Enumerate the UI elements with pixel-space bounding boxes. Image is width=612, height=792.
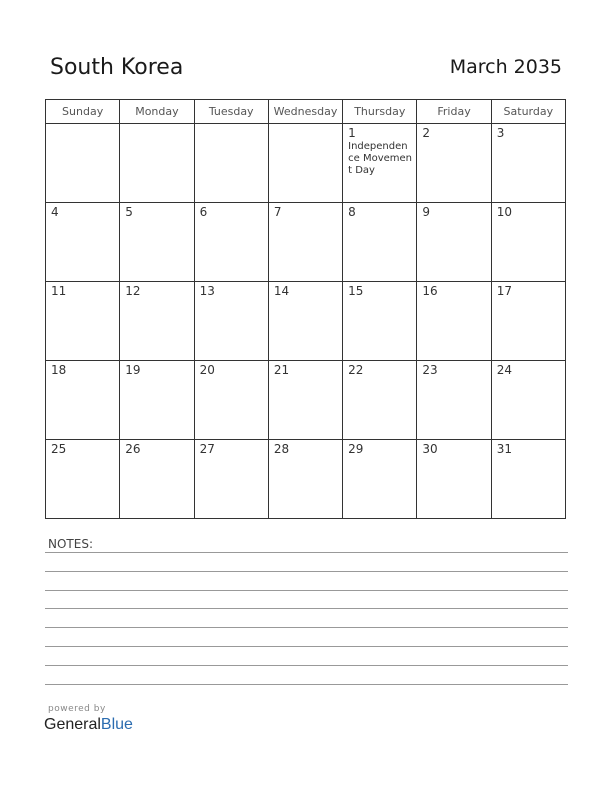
day-number: 7 xyxy=(273,205,282,219)
day-number: 8 xyxy=(348,205,356,219)
week-row xyxy=(46,440,566,519)
day-cell xyxy=(194,203,268,282)
notes-line xyxy=(45,571,568,572)
notes-line xyxy=(45,552,568,553)
weekday-header: Sunday xyxy=(46,100,120,124)
day-cell xyxy=(194,282,268,361)
day-number: 19 xyxy=(125,363,141,377)
day-cell xyxy=(491,282,565,361)
day-cell xyxy=(491,124,565,203)
day-number: 4 xyxy=(51,205,59,219)
brand-logo xyxy=(44,716,133,734)
day-cell xyxy=(268,440,342,519)
weekday-header: Wednesday xyxy=(268,100,342,124)
day-number: 9 xyxy=(422,205,431,219)
day-number: 2 xyxy=(422,126,431,140)
day-cell xyxy=(343,440,417,519)
holiday-label: Independence Movement Day xyxy=(348,141,413,176)
weekday-header: Thursday xyxy=(343,100,417,124)
day-number: 26 xyxy=(125,442,141,456)
day-cell xyxy=(491,361,565,440)
day-cell xyxy=(417,440,491,519)
day-number: 21 xyxy=(273,363,290,377)
weekday-header: Monday xyxy=(120,100,194,124)
day-cell xyxy=(343,203,417,282)
day-cell xyxy=(46,282,120,361)
notes-line xyxy=(45,627,568,628)
day-number: 3 xyxy=(496,126,505,140)
day-cell xyxy=(417,124,491,203)
day-number: 18 xyxy=(51,363,67,377)
day-cell xyxy=(417,203,491,282)
brand-logo-blue: Blue xyxy=(100,716,133,733)
notes-line xyxy=(45,684,568,685)
day-cell xyxy=(120,440,194,519)
day-number: 20 xyxy=(199,363,215,377)
brand-logo-general: General xyxy=(44,716,101,733)
day-number: 16 xyxy=(422,284,438,298)
day-cell xyxy=(268,124,342,203)
calendar-grid xyxy=(45,99,566,519)
day-number: 25 xyxy=(51,442,67,456)
day-cell xyxy=(417,282,491,361)
day-cell xyxy=(46,203,120,282)
weekday-header: Tuesday xyxy=(194,100,268,124)
weekday-header: Saturday xyxy=(491,100,565,124)
notes-line xyxy=(45,665,568,666)
notes-line xyxy=(45,608,568,609)
notes-label: NOTES: xyxy=(48,537,93,551)
day-cell xyxy=(120,361,194,440)
day-cell xyxy=(194,440,268,519)
week-row xyxy=(46,203,566,282)
day-number: 1 xyxy=(348,126,356,140)
day-number: 31 xyxy=(496,442,512,456)
calendar-country-title: South Korea xyxy=(50,55,184,80)
day-number: 10 xyxy=(496,205,512,219)
day-number: 17 xyxy=(496,284,512,298)
day-cell xyxy=(120,282,194,361)
day-number: 6 xyxy=(199,205,208,219)
day-cell xyxy=(417,361,491,440)
week-row xyxy=(46,124,566,203)
day-number: 24 xyxy=(496,363,512,377)
day-cell xyxy=(343,282,417,361)
day-number: 13 xyxy=(199,284,215,298)
calendar-month-title: March 2035 xyxy=(449,56,562,78)
day-number: 14 xyxy=(273,284,290,298)
day-cell xyxy=(194,361,268,440)
day-cell xyxy=(343,361,417,440)
day-number: 23 xyxy=(422,363,438,377)
powered-by-text: powered by xyxy=(48,704,106,714)
day-cell xyxy=(46,124,120,203)
day-cell xyxy=(194,124,268,203)
week-row xyxy=(46,282,566,361)
notes-line xyxy=(45,646,568,647)
day-number: 5 xyxy=(125,205,133,219)
day-cell xyxy=(268,203,342,282)
day-number: 29 xyxy=(348,442,364,456)
day-cell xyxy=(46,440,120,519)
day-cell xyxy=(343,124,417,203)
day-cell xyxy=(120,203,194,282)
day-number: 27 xyxy=(199,442,215,456)
day-number: 22 xyxy=(348,363,364,377)
weekday-header: Friday xyxy=(417,100,491,124)
day-cell xyxy=(491,440,565,519)
day-cell xyxy=(268,361,342,440)
day-number: 12 xyxy=(125,284,141,298)
day-number: 15 xyxy=(348,284,364,298)
day-number: 30 xyxy=(422,442,438,456)
notes-line xyxy=(45,590,568,591)
day-cell xyxy=(120,124,194,203)
week-row xyxy=(46,361,566,440)
weekday-header-row xyxy=(46,100,566,124)
day-number: 11 xyxy=(51,284,67,298)
day-cell xyxy=(46,361,120,440)
day-number: 28 xyxy=(273,442,290,456)
day-cell xyxy=(268,282,342,361)
day-cell xyxy=(491,203,565,282)
